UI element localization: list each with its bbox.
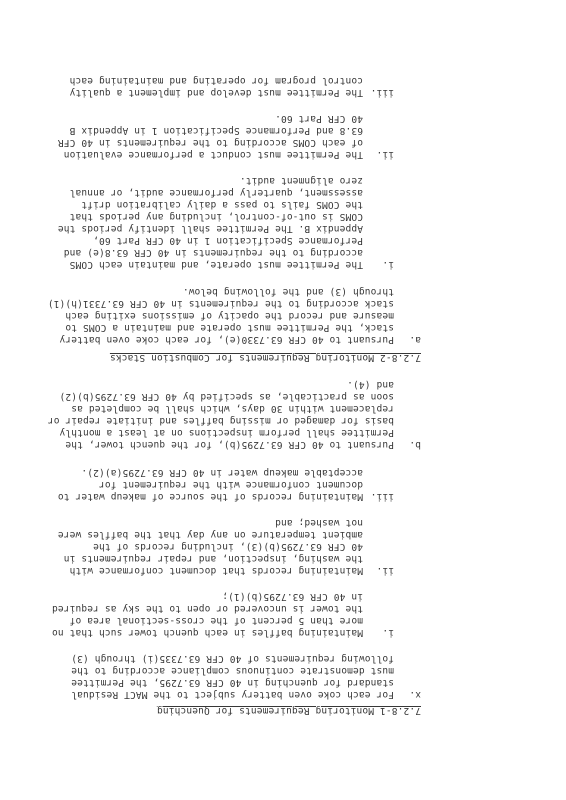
list-marker: b. xyxy=(409,439,421,450)
list-marker: iii. xyxy=(370,491,394,502)
paragraph-line: Maintaining baffles in each quench tower such that no xyxy=(51,627,363,638)
paragraph-line: assessment, quarterly performance audit, or annual xyxy=(69,187,363,198)
list-marker: i. xyxy=(382,627,394,638)
paragraph-line: Maintaining records of the source of makeup water to xyxy=(57,491,363,502)
paragraph-line: acceptable makeup water in 40 CFR 63.7295(a)(2). xyxy=(81,467,363,478)
list-marker: i. xyxy=(382,259,394,270)
paragraph-line: 40 CFR Part 60. xyxy=(274,113,363,124)
paragraph-line: document conformance with the requirement for xyxy=(98,479,363,490)
paragraph-line: stack according to the requirements in 40 CFR 63.7331(h)(1) xyxy=(47,298,394,309)
list-marker: a. xyxy=(409,334,421,345)
paragraph-line: The Permittee must conduct a performance evaluation xyxy=(63,149,363,160)
paragraph-line: The Permittee must operate, and maintain each COMS xyxy=(69,259,363,270)
list-marker: iii. xyxy=(370,87,394,98)
paragraph-line: zero alignment audit. xyxy=(239,175,363,186)
paragraph-line: COMS is out-of-control, including any periods that xyxy=(69,211,363,222)
paragraph-line: following requirements of 40 CFR 63.7335(i) through (3) xyxy=(71,653,394,664)
paragraph-line: through (3) and the following below. xyxy=(182,286,394,297)
paragraph-line: of each COMS according to the requirements in 40 CFR xyxy=(57,137,363,148)
paragraph-line: 40 CFR 63.7295(b)(3), including records of the xyxy=(93,541,363,552)
paragraph-line: The Permittee must develop and implement a quality xyxy=(69,87,363,98)
paragraph-line: Permittee shall perform inspections on at least a monthly xyxy=(59,427,394,438)
list-marker: ii. xyxy=(376,149,394,160)
paragraph-line: control program for operating and maintaining each xyxy=(69,75,363,86)
paragraph-line: Pursuant to 40 CFR 63.7330(e), for each coke oven battery xyxy=(59,334,394,345)
paragraph-line: replacement within 30 days, which shall be completed as xyxy=(71,403,394,414)
paragraph-line: standard for quenching in 40 CFR 63.7295, the Permittee xyxy=(71,677,394,688)
section-heading-combustion-stacks: 7.2.8-2 Monitoring Requirements for Combustion Stacks xyxy=(109,352,421,363)
paragraph-line: Pursuant to 40 CFR 63.7295(b), for the quench tower, the xyxy=(65,439,394,450)
paragraph-line: the tower is uncovered or open to the sky as required xyxy=(51,603,363,614)
paragraph-line: Maintaining records that document conformance with xyxy=(69,565,363,576)
paragraph-line: 63.8 and Performance Specification 1 in Appendix B xyxy=(69,125,363,136)
section-heading-quenching: 7.2.8-1 Monitoring Requirements for Quenching xyxy=(156,705,421,716)
list-marker: ii. xyxy=(376,565,394,576)
paragraph-line: according to the requirements in 40 CFR 63.8(e) and xyxy=(63,247,363,258)
paragraph-line: more than 5 percent of the cross-sectional area of xyxy=(69,615,363,626)
paragraph-line: in 40 CFR 63.7295(b)(1); xyxy=(222,591,363,602)
paragraph-line: the washing, inspection, and repair requirements in xyxy=(63,553,363,564)
paragraph-line: and (4). xyxy=(347,379,394,390)
paragraph-line: not washed; and xyxy=(274,517,363,528)
paragraph-line: ambient temperature on any day that the baffles were xyxy=(57,529,363,540)
paragraph-line: stack, the Permittee must operate and maintain a COMS to xyxy=(65,322,394,333)
paragraph-line: the COMS fails to pass a daily calibration drift xyxy=(81,199,363,210)
paragraph-line: measure and record the opacity of emissions exiting each xyxy=(65,310,394,321)
paragraph-line: Performance Specification 1 in 40 CFR Part 60, xyxy=(93,235,363,246)
list-marker: x. xyxy=(409,689,421,700)
paragraph-line: basis for damaged or missing baffles and initiate repair or xyxy=(47,415,394,426)
paragraph-line: For each coke oven battery subject to the MACT Residual xyxy=(71,689,394,700)
paragraph-line: must demonstrate continuous compliance according to the xyxy=(71,665,394,676)
paragraph-line: Appendix B. The Permittee shall identify periods the xyxy=(57,223,363,234)
paragraph-line: soon as practicable, as specified by 40 CFR 63.7295(b)(2) xyxy=(59,391,394,402)
